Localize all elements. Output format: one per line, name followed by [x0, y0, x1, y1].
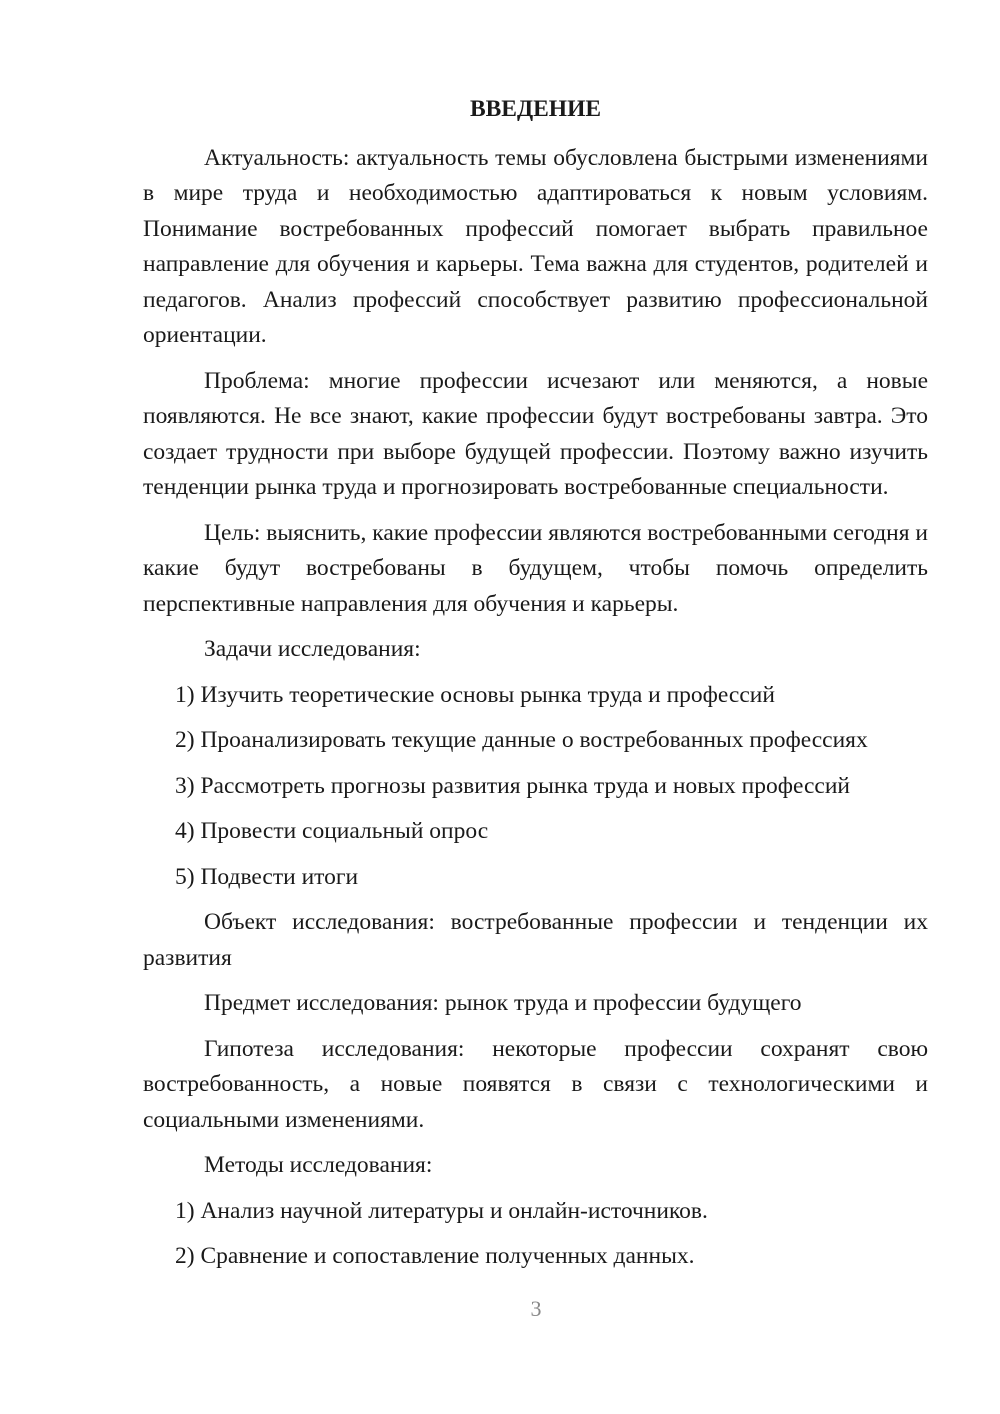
object-paragraph: Объект исследования: востребованные профессии и тенденции их развития	[143, 909, 928, 971]
section-title: ВВЕДЕНИЕ	[469, 96, 602, 122]
hypothesis-paragraph: Гипотеза исследования: некоторые профессии сохранят свою востребованность, а новые появятся в связи с технологическими и социальными изменениями.	[143, 1035, 928, 1133]
list-item: 2) Сравнение и сопоставление полученных данных.	[175, 1243, 695, 1269]
list-item: 1) Анализ научной литературы и онлайн-источников.	[175, 1197, 708, 1224]
tasks-list	[143, 678, 928, 896]
problem-paragraph: Проблема: многие профессии исчезают или меняются, а новые появляются. Не все знают, какие профессии будут востребованы завтра. Это создает трудности при выборе будущей профессии. Поэтому важно изучить тенденции рынка труда и прогнозировать востребованные специальности.	[143, 367, 928, 500]
page-content	[143, 92, 928, 1285]
relevance-paragraph: Актуальность: актуальность темы обусловлена быстрыми изменениями в мире труда и необходимостью адаптироваться к новым условиям. Понимание востребованных профессий помогает выбрать правильное направление для обучения и карьеры. Тема важна для студентов, родителей и педагогов. Анализ профессий способствует развитию профессиональной ориентации.	[143, 144, 928, 348]
methods-heading: Методы исследования:	[204, 1152, 433, 1178]
tasks-heading: Задачи исследования:	[204, 636, 421, 662]
page-number: 3	[530, 1296, 542, 1321]
list-item: 1) Изучить теоретические основы рынка труда и профессий	[175, 681, 775, 708]
goal-paragraph: Цель: выяснить, какие профессии являются востребованными сегодня и какие будут востребованы в будущем, чтобы помочь определить перспективные направления для обучения и карьеры.	[143, 519, 929, 617]
list-item: 3) Рассмотреть прогнозы развития рынка труда и новых профессий	[175, 772, 851, 799]
list-item: 4) Провести социальный опрос	[175, 818, 489, 844]
list-item: 5) Подвести итоги	[175, 863, 359, 890]
subject-paragraph: Предмет исследования: рынок труда и профессии будущего	[204, 990, 802, 1016]
methods-list	[143, 1194, 928, 1275]
list-item: 2) Проанализировать текущие данные о востребованных профессиях	[175, 727, 868, 753]
